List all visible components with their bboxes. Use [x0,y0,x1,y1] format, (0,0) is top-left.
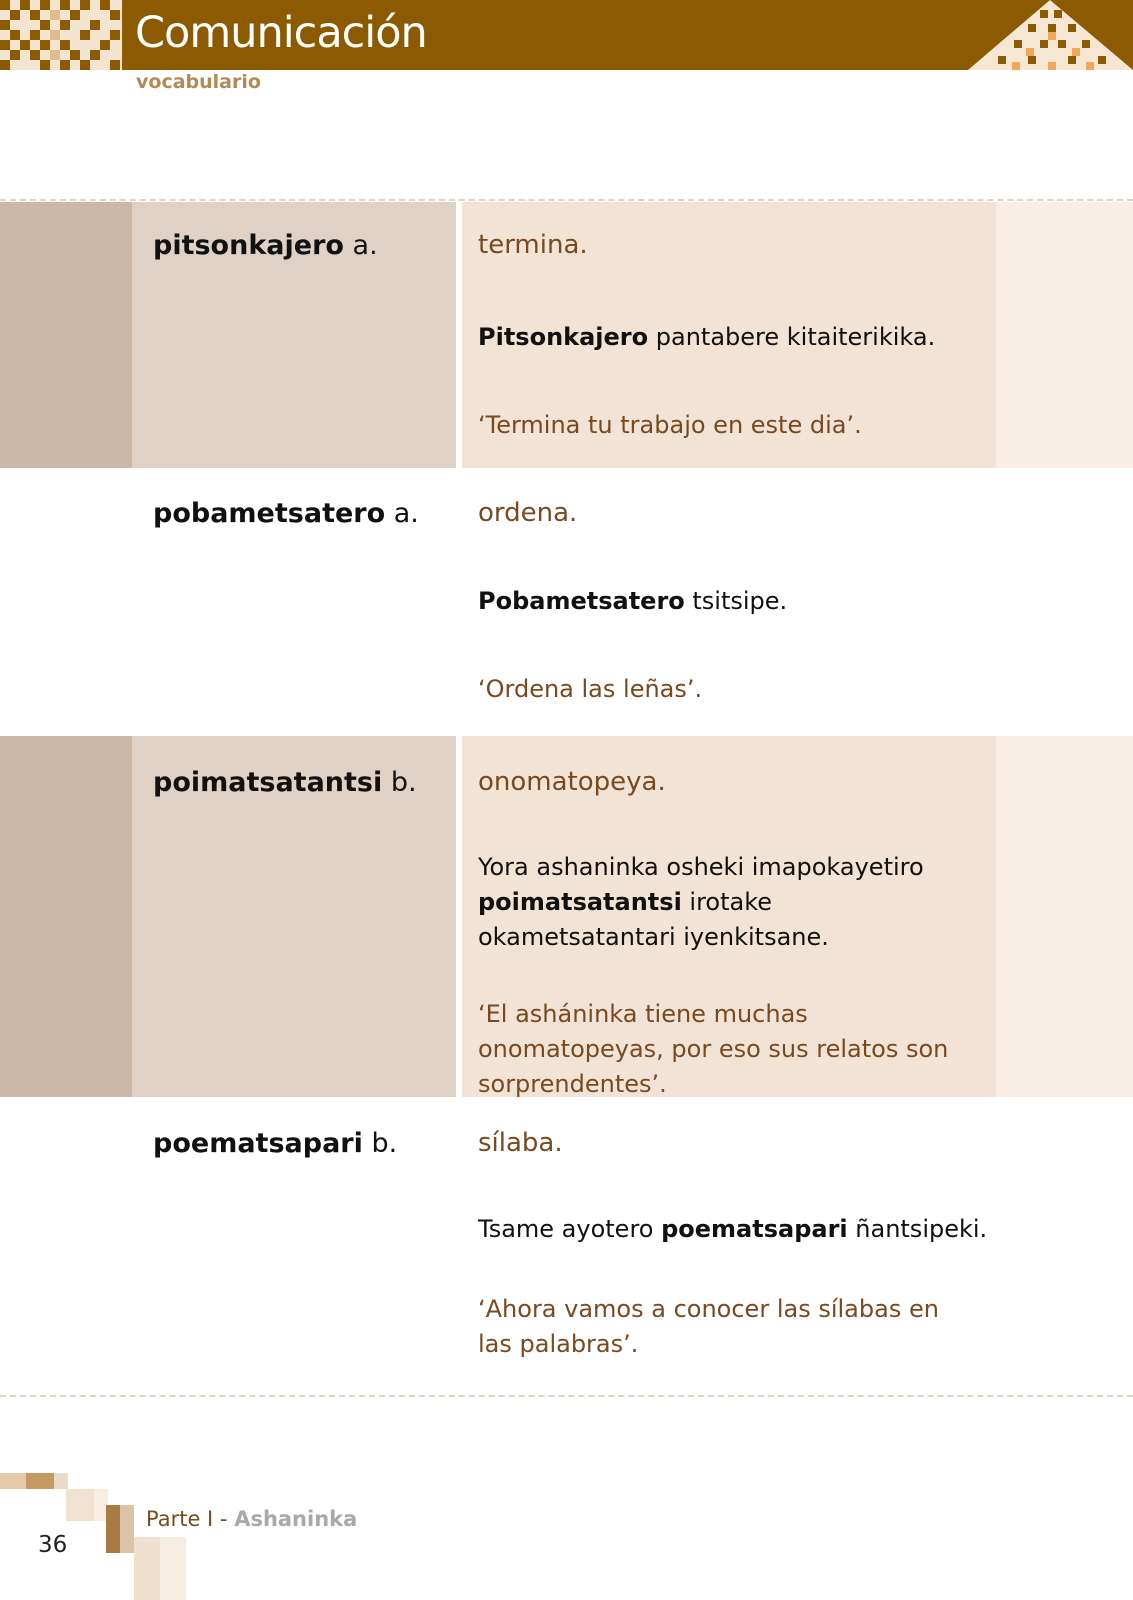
footer-decoration [66,1489,94,1521]
headword: poimatsatantsi b. [153,767,417,798]
entry-row [0,736,1133,1097]
top-divider [0,199,1133,201]
entry-row [0,468,1133,736]
footer-decoration [26,1473,54,1489]
example-sentence: Pitsonkajero pantabere kitaiterikika. [478,323,936,351]
translation: ‘Ahora vamos a conocer las sílabas en las palabras’. [478,1295,939,1358]
translation: ‘Termina tu trabajo en este dia’. [478,411,862,439]
definition: onomatopeya. [478,767,666,797]
definition: sílaba. [478,1128,563,1158]
translation: ‘El asháninka tiene muchas onomatopeyas, por eso sus relatos son sorprendentes’. [478,1000,949,1098]
definition: termina. [478,230,588,260]
weave-pattern-right [968,0,1133,70]
translation: ‘Ordena las leñas’. [478,675,703,703]
headword: pobametsatero a. [153,498,419,529]
footer-decoration [106,1505,120,1553]
footer-decoration [160,1537,186,1600]
headword: poematsapari b. [153,1128,398,1159]
footer-decoration [0,1473,26,1489]
entry-row [0,1097,1133,1397]
example-sentence: Yora ashaninka osheki imapokayetiro poimatsatantsi irotake okametsatantari iyenkitsane. [478,853,924,951]
headword: pitsonkajero a. [153,230,378,261]
page-title: Comunicación [135,8,427,58]
footer-section-label: Parte I - Ashaninka [146,1507,358,1531]
footer-decoration [134,1537,160,1600]
example-sentence: Pobametsatero tsitsipe. [478,587,788,615]
footer-decoration [120,1505,134,1553]
definition: ordena. [478,498,578,528]
example-sentence: Tsame ayotero poematsapari ñantsipeki. [478,1215,988,1243]
page-subtitle: vocabulario [136,71,261,93]
page-number: 36 [38,1532,68,1558]
bottom-divider [0,1395,1133,1397]
footer-decoration [54,1473,68,1489]
entry-row [0,202,1133,468]
weave-pattern-left [0,0,122,70]
